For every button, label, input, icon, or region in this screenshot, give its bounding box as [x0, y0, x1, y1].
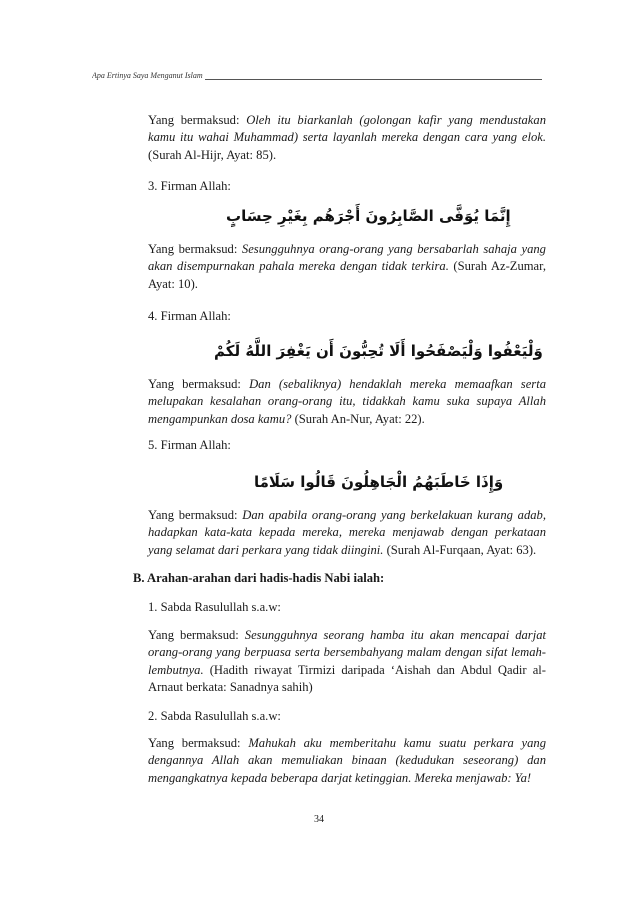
- translation-lead: Yang bermaksud:: [148, 242, 242, 256]
- translation-paragraph: [148, 735, 546, 787]
- section-heading: B. Arahan-arahan dari hadis-hadis Nabi ialah:: [133, 571, 385, 585]
- arabic-verse: وَلْيَعْفُوا وَلْيَصْفَحُوا أَلَا تُحِبُّونَ أَن يَغْفِرَ اللَّهُ لَكُمْ: [214, 342, 543, 360]
- translation-paragraph: [148, 241, 546, 293]
- arabic-verse: وَإِذَا خَاطَبَهُمُ الْجَاهِلُونَ قَالُوا سَلَامًا: [254, 473, 504, 491]
- translation-reference: (Surah Al-Furqaan, Ayat: 63).: [383, 542, 537, 557]
- translation-paragraph: [148, 112, 546, 164]
- translation-lead: Yang bermaksud:: [148, 508, 243, 522]
- header-rule: [205, 72, 542, 80]
- running-header: [92, 71, 542, 80]
- translation-lead: Yang bermaksud:: [148, 736, 249, 750]
- running-title: Apa Ertinya Saya Menganut Islam: [92, 71, 203, 80]
- translation-reference: (Surah An-Nur, Ayat: 22).: [291, 411, 425, 426]
- translation-reference: (Hadith riwayat Tirmizi daripada ‘Aishah dan Abdul Qadir al-Arnaut berkata: Sanadnya sahih): [148, 662, 546, 695]
- translation-reference: (Surah Az-Zumar, Ayat: 10).: [148, 259, 546, 291]
- translation-lead: Yang bermaksud:: [148, 377, 250, 391]
- verse-heading: 5. Firman Allah:: [148, 438, 231, 452]
- translation-lead: Yang bermaksud:: [148, 628, 245, 642]
- verse-heading: 3. Firman Allah:: [148, 179, 231, 193]
- hadith-heading: 1. Sabda Rasulullah s.a.w:: [148, 600, 281, 614]
- translation-text: Oleh itu biarkanlah (golongan kafir yang mendustakan kamu itu wahai Muhammad) serta layanlah mereka dengan cara yang elok.: [148, 113, 546, 145]
- translation-paragraph: [148, 507, 546, 559]
- translation-paragraph: [148, 376, 546, 428]
- translation-text: Sesungguhnya orang-orang yang bersabarlah sahaja yang akan disempurnakan pahala mereka dengan tidak terkira.: [148, 242, 546, 274]
- hadith-heading: 2. Sabda Rasulullah s.a.w:: [148, 709, 281, 723]
- page-number: 34: [314, 814, 324, 825]
- translation-reference: (Surah Al-Hijr, Ayat: 85).: [148, 147, 277, 162]
- translation-text: Mahukah aku memberitahu kamu suatu perkara yang dengannya Allah akan memuliakan binaan (kedudukan seseorang) dan mengangkatnya kepada beberapa darjat ketinggian. Mereka menjawab: Ya!: [148, 736, 547, 785]
- translation-text: Dan (sebaliknya) hendaklah mereka memaafkan serta melupakan kesalahan orang-orang itu, tidakkah kamu suka supaya Allah mengampunkan dosa kamu?: [148, 377, 546, 426]
- arabic-verse: إِنَّمَا يُوَفَّى الصَّابِرُونَ أَجْرَهُم بِغَيْرِ حِسَابٍ: [226, 207, 511, 225]
- translation-text: Dan apabila orang-orang yang berkelakuan kurang adab, hadapkan kata-kata kepada mereka, mereka menjawab dengan perkataan yang selamat dari perkara yang tidak diingini.: [148, 508, 546, 557]
- translation-lead: Yang bermaksud:: [148, 113, 247, 127]
- translation-paragraph: [148, 627, 546, 697]
- translation-text: Sesungguhnya seorang hamba itu akan mencapai darjat orang-orang yang berpuasa serta bersembahyang malam dengan sifat lemah-lembutnya.: [148, 628, 546, 677]
- verse-heading: 4. Firman Allah:: [148, 309, 231, 323]
